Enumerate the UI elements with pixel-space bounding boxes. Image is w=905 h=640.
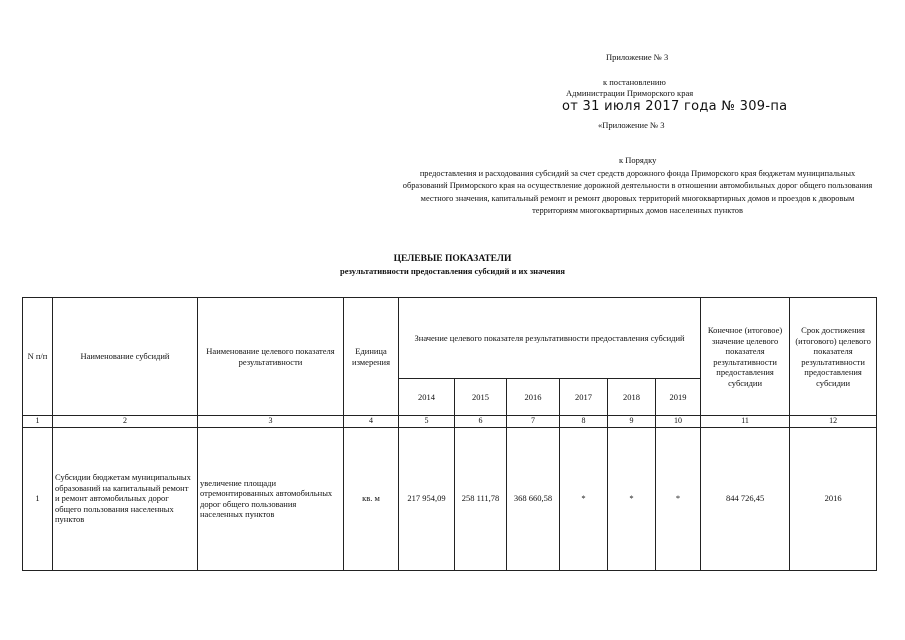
row-final-value: 844 726,45 — [701, 427, 790, 570]
row-subsidy-name: Субсидии бюджетам муниципальных образований на капитальный ремонт и ремонт автомобильных дорог общего пользования населенных пунктов — [53, 427, 198, 570]
column-number-row — [23, 416, 877, 428]
row-value-2016: 368 660,58 — [507, 427, 560, 570]
column-number: 12 — [790, 416, 877, 428]
order-description: предоставления и расходования субсидий за счет средств дорожного фонда Приморского края бюджетам муниципальных образований Приморского края на осуществление дорожной деятельности в отношении автомобильных дорог общего пользования местного значения, капитальный ремонт и ремонт дворовых территорий многоквартирных домов и проездов к дворовым территориям многоквартирных домов населенных пунктов — [402, 169, 873, 216]
appendix-label: Приложение № 3 — [606, 52, 669, 62]
header-row — [23, 298, 877, 379]
year-2019: 2019 — [656, 379, 701, 416]
header-deadline: Срок достижения (итогового) целевого показателя результативности предоставления субсидии — [790, 298, 877, 416]
date-number-stamp: от 31 июля 2017 года № 309-па — [562, 99, 788, 114]
row-value-2018: * — [608, 427, 656, 570]
header-value-group: Значение целевого показателя результативности предоставления субсидий — [399, 298, 701, 379]
column-number: 9 — [608, 416, 656, 428]
to-order-label: к Порядку — [619, 155, 657, 165]
header-final-value: Конечное (итоговое) значение целевого показателя результативности предоставления субсидии — [701, 298, 790, 416]
column-number: 2 — [53, 416, 198, 428]
column-number: 10 — [656, 416, 701, 428]
column-number: 1 — [23, 416, 53, 428]
header-indicator-name: Наименование целевого показателя результативности — [198, 298, 344, 416]
column-number: 6 — [455, 416, 507, 428]
indicators-table — [22, 297, 877, 571]
column-number: 8 — [560, 416, 608, 428]
row-value-2019: * — [656, 427, 701, 570]
row-num: 1 — [23, 427, 53, 570]
to-resolution-label: к постановлению — [603, 77, 666, 87]
year-2014: 2014 — [399, 379, 455, 416]
row-deadline: 2016 — [790, 427, 877, 570]
quoted-appendix-label: «Приложение № 3 — [598, 120, 665, 130]
column-number: 11 — [701, 416, 790, 428]
row-unit: кв. м — [344, 427, 399, 570]
header-subsidy-name: Наименование субсидий — [53, 298, 198, 416]
table-row — [23, 427, 877, 570]
header-num: N п/п — [23, 298, 53, 416]
header-unit: Единица измерения — [344, 298, 399, 416]
administration-label: Администрации Приморского края — [566, 88, 694, 98]
row-value-2015: 258 111,78 — [455, 427, 507, 570]
column-number: 7 — [507, 416, 560, 428]
year-2016: 2016 — [507, 379, 560, 416]
year-2015: 2015 — [455, 379, 507, 416]
row-value-2014: 217 954,09 — [399, 427, 455, 570]
column-number: 5 — [399, 416, 455, 428]
row-value-2017: * — [560, 427, 608, 570]
column-number: 3 — [198, 416, 344, 428]
column-number: 4 — [344, 416, 399, 428]
year-2017: 2017 — [560, 379, 608, 416]
page-title: ЦЕЛЕВЫЕ ПОКАЗАТЕЛИ — [393, 254, 512, 264]
year-2018: 2018 — [608, 379, 656, 416]
page-subtitle: результативности предоставления субсидий и их значения — [340, 266, 565, 276]
row-indicator-name: увеличение площади отремонтированных автомобильных дорог общего пользования населенных пунктов — [198, 427, 344, 570]
